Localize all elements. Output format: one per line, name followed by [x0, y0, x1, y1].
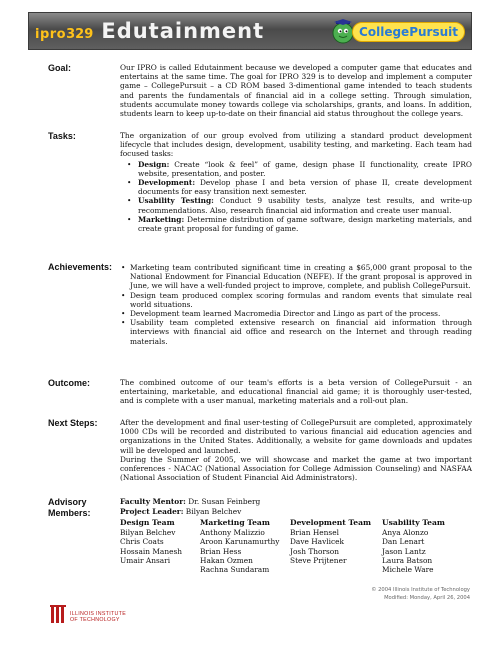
task-text: Create “look & feel” of game, design phase II functionality, create IPRO website, presentation, and poster.	[138, 159, 472, 178]
iit-name-line2: OF TECHNOLOGY	[70, 617, 120, 624]
achievements-label: Achievements:	[48, 262, 113, 272]
team-member: Dave Havlicek	[290, 537, 344, 547]
tasks-intro: The organization of our group evolved from utilizing a standard product development lifecycle that includes design, development, usability testing, and marketing. Each team had focused tasks:	[120, 131, 472, 159]
banner-title: Edutainment	[101, 19, 265, 43]
goal-paragraph: Our IPRO is called Edutainment because we developed a computer game that educates and entertains at the same time. The goal for IPRO 329 is to develop and implement a computer game – CollegePursuit – a CD ROM based 3-dimentional game intended to teach students and parents the fundamentals of financial aid in a college setting. Through simulation, students accumulate money towards college via scholarships, grants, and loans. In addition, students learn to keep up-to-date on their financial aid status throughout the college years.	[120, 63, 472, 119]
team-member: Hossain Manesh	[120, 546, 183, 556]
footer	[371, 587, 470, 602]
header-banner	[28, 12, 472, 50]
task-item	[120, 196, 472, 214]
college-pursuit-logo	[330, 18, 465, 45]
task-name: Design:	[138, 159, 170, 169]
tasks-body	[120, 131, 472, 233]
team-column-development	[290, 518, 382, 574]
team-name: Usability Team	[382, 518, 445, 528]
advisory-label-line1: Advisory	[48, 497, 87, 507]
advisory-label	[48, 497, 118, 519]
team-member: Michele Ware	[382, 565, 434, 574]
task-name: Marketing:	[138, 214, 185, 224]
outcome-text	[120, 378, 472, 406]
task-name: Usability Testing:	[138, 196, 214, 206]
logo-prefix: College	[359, 24, 410, 39]
team-member: Anthony Malizzio	[200, 528, 265, 538]
task-text: Determine distribution of game software, design marketing materials, and create grant proposal for funding of game.	[138, 214, 472, 234]
team-member: Hakan Ozmen	[200, 555, 253, 565]
tasks-list	[120, 160, 472, 234]
ipro-number: 329	[66, 27, 94, 42]
copyright-text: © 2004 Illinois Institute of Technology	[371, 587, 470, 593]
team-member: Josh Thorson	[290, 546, 339, 556]
iit-logo	[50, 604, 140, 630]
team-name: Marketing Team	[200, 518, 270, 528]
team-member: Laura Batson	[382, 555, 433, 565]
advisory-body	[120, 497, 472, 574]
task-name: Development:	[138, 178, 196, 188]
advisory-label-line2: Members:	[48, 508, 91, 518]
project-leader	[120, 507, 472, 517]
tasks-label: Tasks:	[48, 131, 76, 141]
task-item	[120, 160, 472, 178]
next-steps-paragraph: During the Summer of 2005, we will showcase and market the game at two important conferences - NACAC (National Association for College Admission Counseling) and NASFAA (National Association of Student Financial Aid Administrators).	[120, 454, 472, 483]
achievement-item: • Development team learned Macromedia Director and Lingo as part of the process.	[120, 309, 472, 318]
faculty-mentor-label: Faculty Mentor:	[120, 497, 186, 506]
outcome-paragraph: The combined outcome of our team's efforts is a beta version of CollegePursuit - an entertaining, marketable, and educational financial aid game; it is thoroughly user-tested, and is complete with a user manual, marketing materials and a roll-out plan.	[120, 378, 472, 406]
team-column-marketing	[200, 518, 290, 574]
team-member: Brian Hensel	[290, 528, 339, 538]
team-member: Jason Lantz	[382, 546, 426, 556]
iit-emblem-icon	[50, 604, 68, 626]
college-pursuit-wordmark	[352, 22, 465, 42]
project-leader-name: Bilyan Belchev	[185, 506, 242, 516]
team-member: Dan Lenart	[382, 537, 425, 547]
achievement-item: • Marketing team contributed significant time in creating a $65,000 grant proposal to the National Endowment for Financial Education (NEFE). If the grant proposal is approved in June, we will have a well-funded project to improve, complete, and publish CollegePursuit.	[120, 263, 472, 291]
next-steps-body	[120, 418, 472, 482]
task-text: Conduct 9 usability tests, analyze test results, and write-up recommendations. Also, research financial aid information and create user manual.	[138, 196, 472, 215]
achievements-body	[120, 262, 472, 346]
team-member: Steve Prijtener	[290, 555, 347, 565]
task-item	[120, 215, 472, 233]
next-steps-paragraph: After the development and final user-testing of CollegePursuit are completed, approximately 1000 CDs will be recorded and distributed to various financial aid education agencies and organizations in the United States. Additionally, a website for game downloads and updates will be developed and launched.	[120, 418, 472, 455]
team-member: Anya Alonzo	[382, 528, 429, 538]
task-item	[120, 178, 472, 196]
achievement-item: • Design team produced complex scoring formulas and random events that simulate real world situations.	[120, 291, 472, 309]
faculty-mentor	[120, 497, 472, 507]
next-steps-label: Next Steps:	[48, 418, 98, 428]
teams-grid	[120, 518, 472, 574]
team-member: Umair Ansari	[120, 555, 171, 565]
team-column-design	[120, 518, 200, 574]
ipro-title	[35, 19, 264, 43]
goal-label: Goal:	[48, 63, 72, 73]
logo-suffix: Pursuit	[409, 24, 458, 39]
team-member: Chris Coats	[120, 537, 164, 547]
team-member: Aroon Karunamurthy	[200, 537, 280, 547]
iit-name-line1: ILLINOIS INSTITUTE	[70, 611, 127, 617]
outcome-label: Outcome:	[48, 378, 91, 388]
achievement-item: • Usability team completed extensive research on financial aid information through interviews with financial aid office and research on the Internet and through reading materials.	[120, 318, 472, 346]
project-leader-label: Project Leader:	[120, 506, 184, 516]
team-member: Bilyan Belchev	[120, 528, 176, 538]
team-member: Brian Hess	[200, 546, 242, 556]
modified-date: Modified: Monday, April 26, 2004	[384, 594, 470, 601]
team-column-usability	[382, 518, 462, 574]
team-name: Design Team	[120, 518, 175, 528]
achievements-list	[120, 263, 472, 346]
team-name: Development Team	[290, 518, 372, 528]
task-text: Develop phase I and beta version of phase II, create development documents for easy transition next semester.	[138, 178, 472, 197]
faculty-mentor-name: Dr. Susan Feinberg	[188, 497, 261, 506]
team-member: Rachna Sundaram	[200, 565, 270, 574]
iit-name	[70, 611, 126, 624]
ipro-label: ipro	[35, 27, 67, 42]
goal-text	[120, 63, 472, 118]
